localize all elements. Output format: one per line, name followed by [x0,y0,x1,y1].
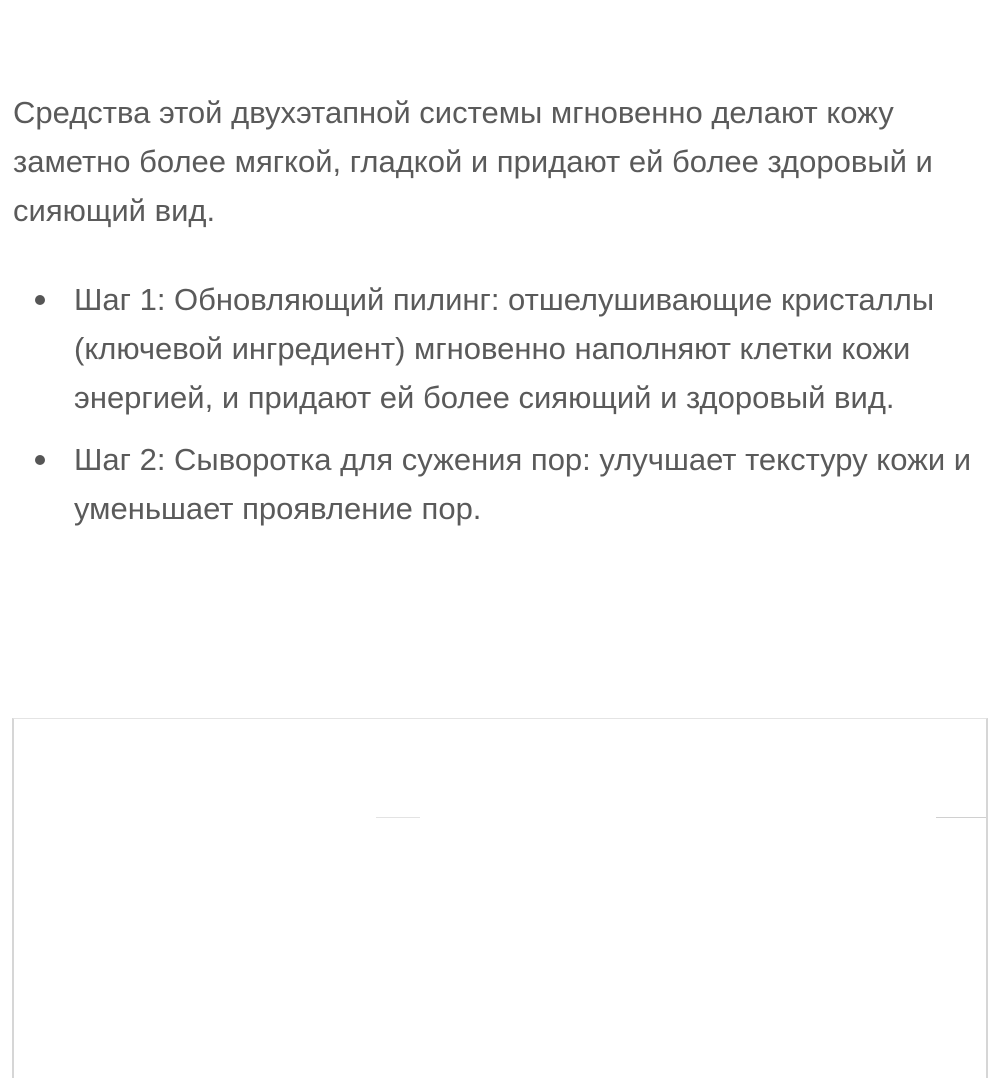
step-text: Шаг 1: Обновляющий пилинг: отшелушивающие кристаллы (ключевой ингредиент) мгновенно наполняют клетки кожи энергией, и придают ей более сияющий и здоровый вид. [74,282,935,415]
list-item-step-1 [13,275,973,422]
divider-line [936,817,986,818]
steps-list [13,275,973,533]
intro-paragraph: Средства этой двухэтапной системы мгновенно делают кожу заметно более мягкой, гладкой и придают ей более здоровый и сияющий вид. [13,95,933,228]
image-placeholder [12,718,988,1078]
divider-line [376,817,420,818]
list-item-step-2 [13,435,973,533]
article-content [13,88,973,546]
step-text: Шаг 2: Сыворотка для сужения пор: улучшает текстуру кожи и уменьшает проявление пор. [74,442,972,526]
bullet-icon [35,455,45,465]
bullet-icon [35,295,45,305]
